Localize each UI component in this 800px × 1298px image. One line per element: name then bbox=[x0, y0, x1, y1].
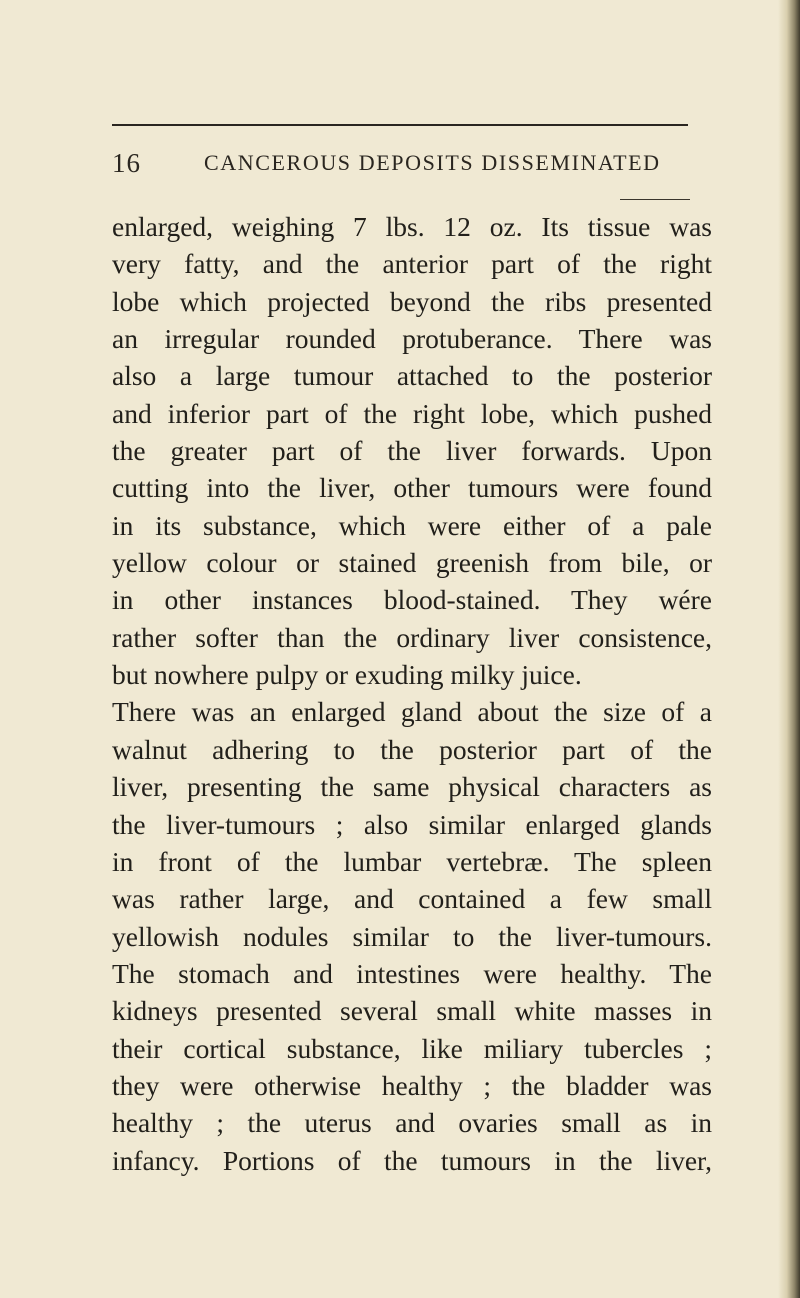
page-header bbox=[112, 148, 712, 178]
text-line: enlarged, weighing 7 lbs. 12 oz. Its tissue was bbox=[112, 211, 712, 242]
text-line: the liver-tumours ; also similar enlarged glands bbox=[112, 808, 712, 840]
top-rule bbox=[112, 124, 688, 126]
body-text bbox=[112, 208, 712, 1179]
text-line: was rather large, and contained a few small bbox=[112, 883, 712, 915]
text-line: also a large tumour attached to the posterior bbox=[112, 360, 712, 392]
text-line: cutting into the liver, other tumours were found bbox=[112, 472, 712, 504]
page-edge-shadow bbox=[778, 0, 800, 1298]
text-line: rather softer than the ordinary liver consistence, bbox=[112, 621, 712, 653]
header-rule bbox=[620, 199, 690, 200]
text-line: the greater part of the liver forwards. Upon bbox=[112, 435, 712, 467]
text-line: kidneys presented several small white masses in bbox=[112, 995, 712, 1027]
text-line: but nowhere pulpy or exuding milky juice. bbox=[112, 659, 582, 691]
text-line: an irregular rounded protuberance. There was bbox=[112, 323, 712, 355]
text-line: their cortical substance, like miliary tubercles ; bbox=[112, 1032, 712, 1064]
text-line: in front of the lumbar vertebræ. The spleen bbox=[112, 845, 712, 877]
text-line: yellow colour or stained greenish from bile, or bbox=[112, 547, 712, 579]
text-line: lobe which projected beyond the ribs presented bbox=[112, 285, 712, 317]
text-line: healthy ; the uterus and ovaries small as in bbox=[112, 1107, 712, 1139]
text-line: liver, presenting the same physical characters as bbox=[112, 771, 712, 803]
text-line: There was an enlarged gland about the size of a bbox=[112, 696, 712, 728]
text-line: The stomach and intestines were healthy. The bbox=[112, 957, 712, 989]
text-line: and inferior part of the right lobe, which pushed bbox=[112, 397, 712, 429]
text-line: they were otherwise healthy ; the bladder was bbox=[112, 1069, 712, 1101]
text-line: very fatty, and the anterior part of the right bbox=[112, 248, 712, 280]
running-head: CANCEROUS DEPOSITS DISSEMINATED bbox=[204, 150, 661, 175]
text-line: in its substance, which were either of a pale bbox=[112, 509, 712, 541]
text-line: in other instances blood-stained. They wére bbox=[112, 584, 712, 616]
text-line: walnut adhering to the posterior part of the bbox=[112, 733, 712, 765]
text-line: yellowish nodules similar to the liver-tumours. bbox=[112, 920, 712, 952]
page-number: 16 bbox=[112, 148, 141, 178]
text-line: infancy. Portions of the tumours in the liver, bbox=[112, 1144, 712, 1176]
